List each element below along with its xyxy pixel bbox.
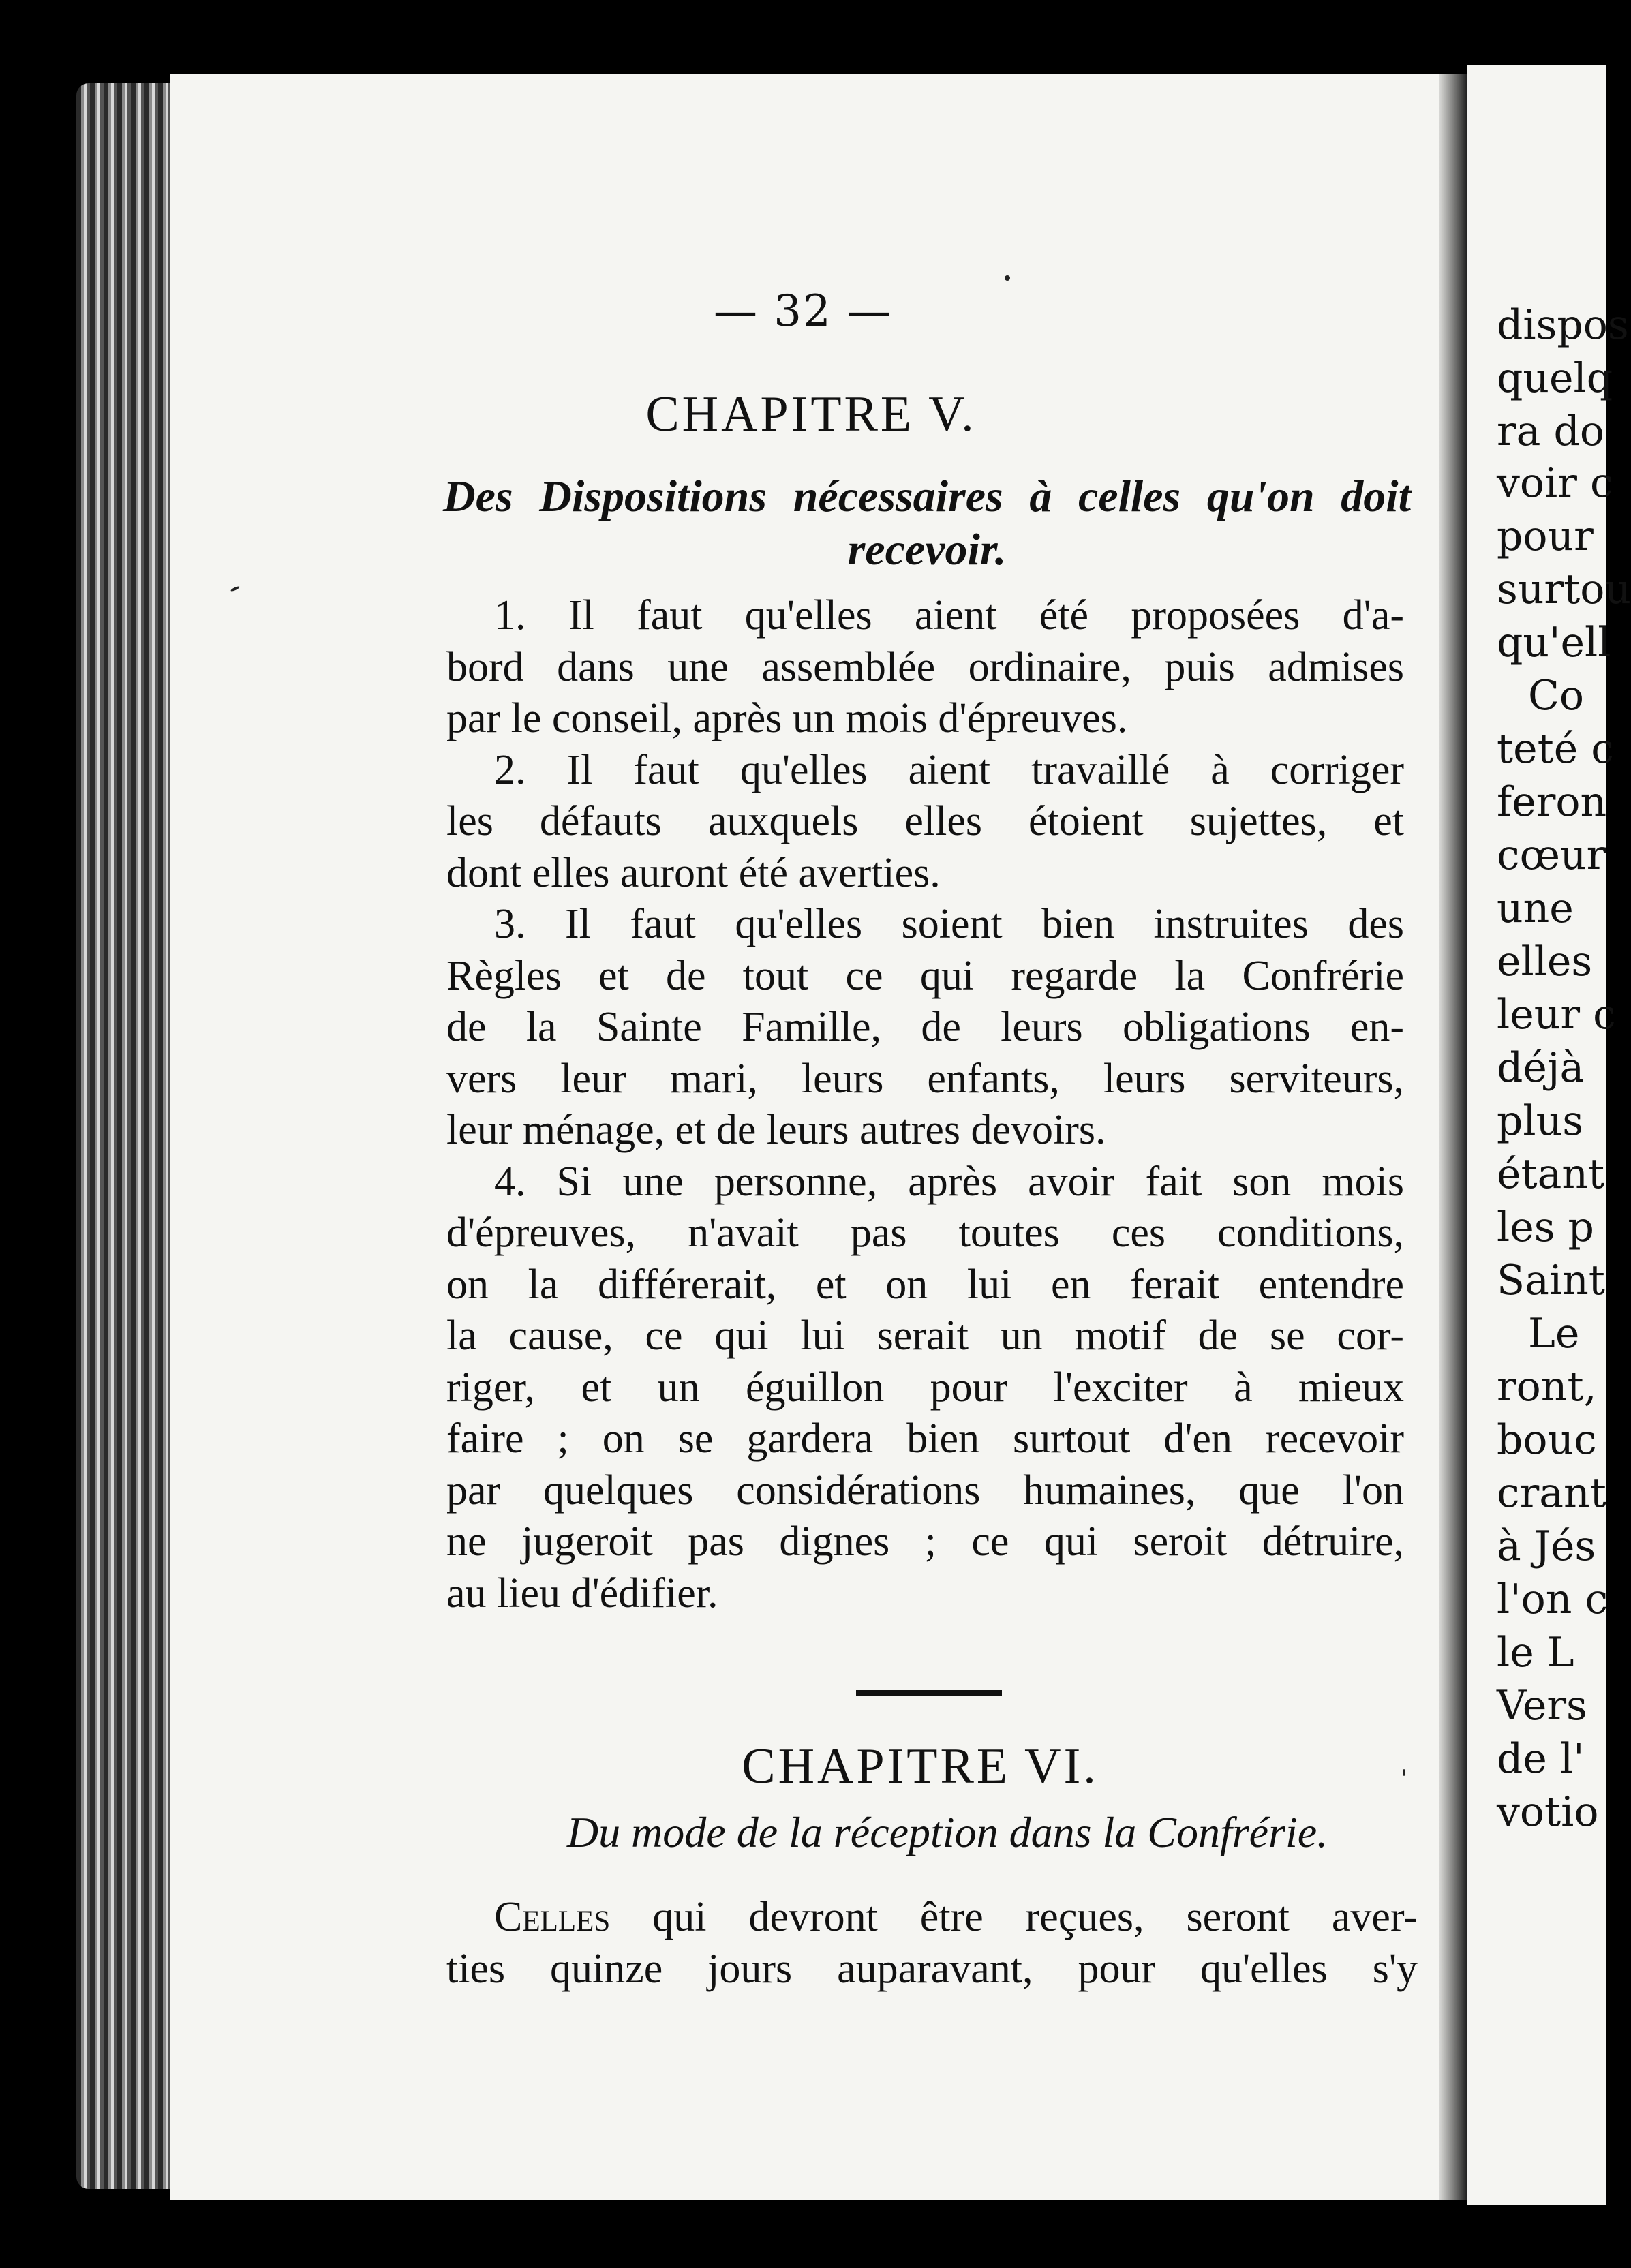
- right-page-line-fragment: ra do: [1497, 408, 1605, 455]
- chapter-5-line: 2. Il faut qu'elles aient travaillé à corriger: [494, 746, 1404, 793]
- chapter-5-line: 4. Si une personne, après avoir fait son mois: [494, 1158, 1404, 1205]
- chapter-6-line-1: [446, 1892, 1418, 1944]
- chapter-5-subtitle-line-2: recevoir.: [847, 525, 1007, 574]
- right-page-line-fragment: teté c: [1497, 725, 1614, 773]
- right-page-line-fragment: une: [1497, 885, 1574, 932]
- right-page-line-fragment: l'on c: [1497, 1576, 1609, 1623]
- chapter-6-line-1-rest: qui devront être reçues, seront aver-: [610, 1894, 1418, 1940]
- chapter-6-body: [446, 1892, 1418, 1995]
- chapter-5-subtitle: [443, 470, 1411, 577]
- right-page-line-fragment: crant: [1497, 1469, 1606, 1517]
- right-page-line-fragment: voir c: [1497, 459, 1613, 507]
- book-page-edges: [76, 83, 179, 2189]
- chapter-5-line: Règles et de tout ce qui regarde la Confrérie: [446, 952, 1404, 999]
- chapter-6-title: CHAPITRE VI.: [742, 1738, 1099, 1794]
- chapter-5-title: CHAPITRE V.: [645, 386, 977, 442]
- right-page-line-fragment: cœur: [1497, 831, 1606, 879]
- right-page-line-fragment: dispos: [1497, 301, 1629, 349]
- chapter-6-line-2: ties quinze jours auparavant, pour qu'elles s'y: [446, 1945, 1418, 1992]
- right-page-line-fragment: pour: [1497, 512, 1594, 560]
- chapter-5-line: bord dans une assemblée ordinaire, puis admises: [446, 643, 1404, 690]
- chapter-5-line: au lieu d'édifier.: [446, 1569, 718, 1616]
- chapter-5-line: par le conseil, après un mois d'épreuves.: [446, 695, 1128, 741]
- right-page-line-fragment: Le: [1528, 1310, 1580, 1358]
- right-page-line-fragment: surtou: [1497, 566, 1631, 613]
- chapter-5-line: 3. Il faut qu'elles soient bien instruites des: [494, 901, 1404, 947]
- right-page-line-fragment: leur c: [1497, 991, 1616, 1039]
- right-page-line-fragment: déjà: [1497, 1044, 1585, 1092]
- chapter-5-line: d'épreuves, n'avait pas toutes ces conditions,: [446, 1210, 1404, 1256]
- right-page-line-fragment: de l': [1497, 1735, 1585, 1783]
- chapter-5-line: faire ; on se gardera bien surtout d'en recevoir: [446, 1415, 1404, 1462]
- chapter-5-line: de la Sainte Famille, de leurs obligations en-: [446, 1004, 1404, 1050]
- right-page-line-fragment: Saint: [1497, 1257, 1605, 1304]
- right-page-line-fragment: Co: [1528, 672, 1585, 720]
- right-page-line-fragment: les p: [1497, 1204, 1594, 1251]
- right-page-line-fragment: à Jés: [1497, 1522, 1596, 1570]
- right-page-line-fragment: étant: [1497, 1150, 1605, 1198]
- right-page-line-fragment: quelq: [1497, 354, 1613, 402]
- chapter-5-line: ne jugeroit pas dignes ; ce qui seroit détruire,: [446, 1518, 1404, 1565]
- chapter-5-body: [446, 590, 1404, 1619]
- right-page-line-fragment: le L: [1497, 1629, 1574, 1676]
- right-page-cropped: [1467, 65, 1631, 2205]
- chapter-6-lead-word: Celles: [494, 1894, 611, 1940]
- right-page-line-fragment: qu'ell: [1497, 619, 1611, 666]
- right-page-line-fragment: plus: [1497, 1097, 1584, 1145]
- chapter-5-line: 1. Il faut qu'elles aient été proposées d'a-: [494, 592, 1404, 639]
- chapter-5-line: riger, et un éguillon pour l'exciter à mieux: [446, 1364, 1404, 1411]
- chapter-5-line: on la différerait, et on lui en ferait entendre: [446, 1261, 1404, 1308]
- chapter-5-line: dont elles auront été averties.: [446, 849, 941, 896]
- ink-speck: [1403, 1769, 1405, 1776]
- chapter-5-line: la cause, ce qui lui serait un motif de se cor-: [446, 1313, 1404, 1359]
- chapter-6-subtitle: Du mode de la réception dans la Confrérie.: [566, 1808, 1328, 1856]
- right-page-line-fragment: votio: [1497, 1788, 1599, 1836]
- right-page-line-fragment: feron: [1497, 778, 1607, 826]
- chapter-5-line: les défauts auxquels elles étoient sujettes, et: [446, 798, 1404, 844]
- chapter-5-line: par quelques considérations humaines, que l'on: [446, 1467, 1404, 1514]
- right-page-line-fragment: Vers: [1497, 1682, 1587, 1730]
- chapter-5-line: vers leur mari, leurs enfants, leurs serviteurs,: [446, 1055, 1404, 1102]
- ink-speck: [1005, 275, 1010, 281]
- chapter-5-subtitle-line-1: Des Dispositions nécessaires à celles qu'on doit: [443, 472, 1411, 521]
- right-page-line-fragment: ront,: [1497, 1363, 1597, 1411]
- chapter-5-line: leur ménage, et de leurs autres devoirs.: [446, 1107, 1106, 1153]
- right-page-line-fragment: bouc: [1497, 1416, 1597, 1464]
- section-separator: [856, 1690, 1002, 1696]
- page-number: — 32 —: [713, 286, 893, 337]
- right-page-line-fragment: elles: [1497, 938, 1593, 985]
